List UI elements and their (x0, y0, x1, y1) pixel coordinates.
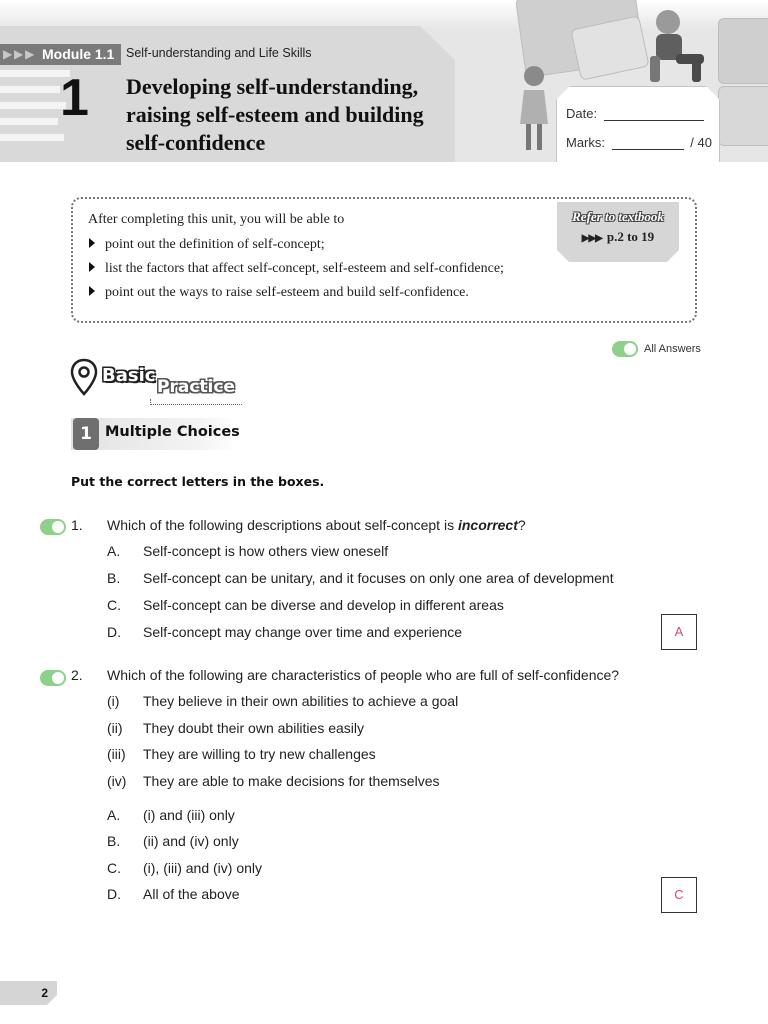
option-letter: A. (107, 807, 121, 823)
objective-item (89, 285, 469, 301)
marks-row (566, 135, 712, 150)
question-2-answer-toggle[interactable] (40, 670, 66, 686)
section-number: 1 (73, 418, 99, 450)
question-2-number: 2. (71, 667, 83, 683)
option-letter: D. (107, 886, 121, 902)
boy-illustration (636, 4, 712, 86)
option-letter: B. (107, 570, 121, 586)
practice-underline (150, 399, 242, 405)
basic-heading-word: Basic (102, 365, 156, 386)
section-title: Multiple Choices (105, 424, 240, 440)
statement-text: They are able to make decisions for themselves (143, 773, 440, 789)
marks-label: Marks: (566, 135, 605, 150)
stem-text: Which of the following descriptions about self-concept is (107, 517, 458, 533)
arrows-icon: ▶▶▶ (581, 233, 602, 244)
option-text: (i), (iii) and (iv) only (143, 860, 263, 876)
refer-textbook-pages (557, 229, 679, 245)
unit-title: Developing self-understanding, raising self-esteem and building self-confidence (126, 74, 424, 155)
option-text: Self-concept may change over time and experience (143, 624, 463, 640)
bullet-triangle-icon (89, 238, 95, 248)
statement-label: (i) (107, 693, 120, 709)
stem-text: ? (517, 517, 526, 533)
objective-text: point out the definition of self-concept; (105, 237, 325, 252)
all-answers-toggle[interactable] (612, 341, 638, 357)
option-letter: C. (107, 860, 121, 876)
module-label: Module 1.1 (42, 46, 115, 62)
objective-item (89, 237, 325, 253)
module-arrows-icon: ▶ ▶ ▶ (3, 47, 34, 61)
refer-textbook-label: Refer to textbook (572, 209, 664, 224)
location-pin-icon (70, 358, 98, 396)
statement-text: They are willing to try new challenges (143, 746, 376, 762)
date-row (566, 106, 704, 121)
question-1-stem (107, 517, 526, 533)
statement-label: (iv) (107, 773, 127, 789)
bullet-triangle-icon (89, 286, 95, 296)
stem-emphasis: incorrect (457, 517, 518, 533)
statement-text: They believe in their own abilities to achieve a goal (143, 693, 459, 709)
option-text: (ii) and (iv) only (143, 833, 239, 849)
date-marks-card (556, 86, 720, 162)
statement-text: They doubt their own abilities easily (143, 720, 365, 736)
statement-label: (iii) (107, 746, 126, 762)
puzzle-piece-decoration (718, 86, 768, 146)
instruction-text: Put the correct letters in the boxes. (71, 474, 325, 489)
header-banner (0, 0, 768, 162)
option-text: Self-concept can be diverse and develop in different areas (143, 597, 504, 613)
marks-field[interactable] (612, 136, 684, 150)
question-2-stem: Which of the following are characteristics of people who are full of self-confidence? (107, 667, 620, 683)
option-text: Self-concept is how others view oneself (143, 543, 389, 559)
marks-total: / 40 (690, 135, 712, 150)
girl-illustration (514, 62, 554, 154)
question-1-answer-toggle[interactable] (40, 519, 66, 535)
option-letter: B. (107, 833, 121, 849)
option-letter: D. (107, 624, 121, 640)
puzzle-piece-decoration (718, 18, 768, 84)
objective-text: list the factors that affect self-concept, self-esteem and self-confidence; (105, 261, 504, 276)
question-1-answer-box[interactable]: A (661, 614, 697, 650)
option-text: All of the above (143, 886, 240, 902)
practice-heading-word: Practice (157, 377, 235, 397)
unit-number: 1 (60, 69, 89, 127)
option-letter: A. (107, 543, 121, 559)
all-answers-label: All Answers (644, 343, 701, 355)
module-subtitle: Self-understanding and Life Skills (126, 46, 312, 60)
statement-label: (ii) (107, 720, 123, 736)
objective-item (89, 261, 504, 277)
objectives-intro: After completing this unit, you will be able to (88, 212, 345, 227)
option-text: Self-concept can be unitary, and it focuses on only one area of development (143, 570, 614, 586)
question-1-number: 1. (71, 517, 83, 533)
refer-pages-text: p.2 to 19 (606, 229, 655, 244)
option-letter: C. (107, 597, 121, 613)
date-field[interactable] (604, 107, 704, 121)
bullet-triangle-icon (89, 262, 95, 272)
date-label: Date: (566, 106, 598, 121)
question-2-answer-box[interactable]: C (661, 877, 697, 913)
page-number: 2 (41, 986, 48, 1000)
option-text: (i) and (iii) only (143, 807, 235, 823)
objective-text: point out the ways to raise self-esteem and build self-confidence. (105, 285, 469, 300)
